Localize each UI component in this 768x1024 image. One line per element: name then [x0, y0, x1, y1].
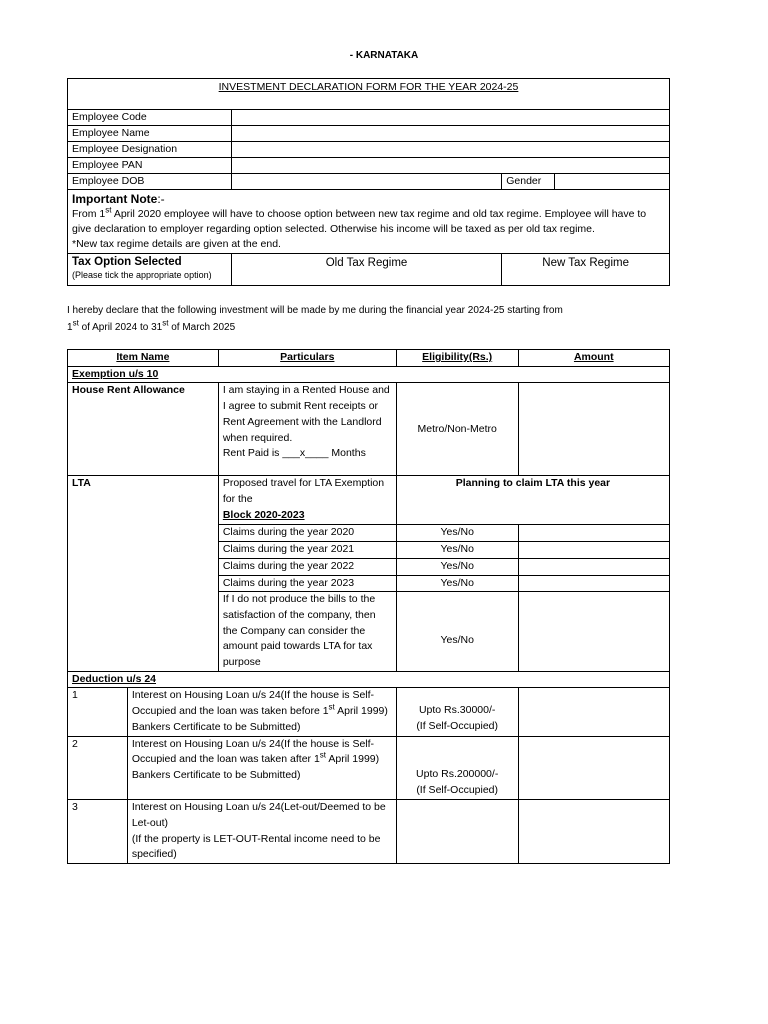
employee-designation-input[interactable]: [231, 142, 669, 158]
header-item-name: Item Name: [68, 350, 219, 367]
tax-option-hint: (Please tick the appropriate option): [72, 270, 212, 280]
lta-claim-amount-input[interactable]: [518, 525, 669, 542]
lta-claim-amount-input[interactable]: [518, 542, 669, 559]
page-header: - KARNATAKA: [349, 50, 419, 61]
header-amount: Amount: [518, 350, 669, 367]
deduction-eligibility: [396, 800, 518, 864]
lta-block: Block 2020-2023: [222, 508, 305, 521]
lta-bills-value[interactable]: Yes/No: [396, 592, 518, 672]
deduction-eligibility: Upto Rs.30000/- (If Self-Occupied): [396, 688, 518, 736]
note-line-2: give declaration to employer regarding option selected. Otherwise his income will be taxed as per old tax regime.: [72, 223, 595, 235]
lta-claim-label: Claims during the year 2022: [218, 558, 396, 575]
lta-claim-value[interactable]: Yes/No: [396, 525, 518, 542]
deduction-amount-input[interactable]: [518, 736, 669, 800]
hra-particulars: I am staying in a Rented House and I agree to submit Rent receipts or Rent Agreement with the Landlord when required. Rent Paid is ___x____ Months: [218, 383, 396, 476]
deduction-number: 3: [68, 800, 128, 864]
lta-bills-particulars: If I do not produce the bills to the satisfaction of the company, then the Company can consider the amount paid towards LTA for tax purpose: [218, 592, 396, 672]
deduction-amount-input[interactable]: [518, 688, 669, 736]
lta-claim-value[interactable]: Yes/No: [396, 575, 518, 592]
deduction-amount-input[interactable]: [518, 800, 669, 864]
lta-claim-value[interactable]: Yes/No: [396, 558, 518, 575]
hra-item-name: House Rent Allowance: [68, 383, 219, 476]
declaration-text: [67, 302, 563, 336]
header-particulars: Particulars: [218, 350, 396, 367]
field-label-code: Employee Code: [68, 110, 232, 126]
investment-table: [67, 349, 670, 864]
deduction-number: 2: [68, 736, 128, 800]
important-note: Important Note:- From 1st April 2020 employee will have to choose option between new tax regime and old tax regime. Employee will have to give declaration to employer regarding option selected. Otherwise his income will be taxed as per old tax regime. *New tax regime details are given at the end.: [68, 190, 670, 254]
form-title: INVESTMENT DECLARATION FORM FOR THE YEAR 2024-25: [68, 79, 670, 110]
lta-claim-amount-input[interactable]: [518, 558, 669, 575]
gender-label: Gender: [502, 174, 555, 190]
employee-name-input[interactable]: [231, 126, 669, 142]
field-label-pan: Employee PAN: [68, 158, 232, 174]
field-label-designation: Employee Designation: [68, 142, 232, 158]
section-deduction: Deduction u/s 24: [68, 671, 670, 688]
header-eligibility: Eligibility(Rs.): [396, 350, 518, 367]
important-note-title: Important Note: [72, 192, 158, 206]
deduction-particulars: Interest on Housing Loan u/s 24(If the house is Self- Occupied and the loan was taken after 1st April 1999) Bankers Certificate to be Submitted): [127, 736, 396, 800]
employee-dob-input[interactable]: [231, 174, 501, 190]
field-label-name: Employee Name: [68, 126, 232, 142]
deduction-particulars: Interest on Housing Loan u/s 24(Let-out/Deemed to be Let-out) (If the property is LET-OUT-Rental income need to be specified): [127, 800, 396, 864]
tax-option-cell: [68, 254, 232, 286]
lta-bills-amount-input[interactable]: [518, 592, 669, 672]
employee-code-input[interactable]: [231, 110, 669, 126]
declaration-line-2: 1st of April 2024 to 31st of March 2025: [67, 318, 236, 333]
tax-option-title: Tax Option Selected: [72, 256, 182, 268]
declaration-line-1: I hereby declare that the following investment will be made by me during the financial year 2024-25 starting from: [67, 305, 563, 316]
gender-input[interactable]: [555, 174, 670, 190]
deduction-particulars: Interest on Housing Loan u/s 24(If the house is Self- Occupied and the loan was taken before 1st April 1999) Bankers Certificate to be Submitted): [127, 688, 396, 736]
hra-eligibility: Metro/Non-Metro: [396, 383, 518, 476]
lta-item-name: LTA: [68, 476, 219, 671]
note-line-3: *New tax regime details are given at the end.: [72, 238, 281, 250]
lta-particulars: Proposed travel for LTA Exemption for the Block 2020-2023: [218, 476, 396, 525]
employee-pan-input[interactable]: [231, 158, 669, 174]
hra-amount-input[interactable]: [518, 383, 669, 476]
lta-claim-amount-input[interactable]: [518, 575, 669, 592]
deduction-number: 1: [68, 688, 128, 736]
employee-details-table: [67, 78, 670, 286]
lta-claim-value[interactable]: Yes/No: [396, 542, 518, 559]
field-label-dob: Employee DOB: [68, 174, 232, 190]
old-tax-regime-option[interactable]: Old Tax Regime: [231, 254, 501, 286]
section-exemption: Exemption u/s 10: [68, 366, 670, 383]
lta-claim-label: Claims during the year 2021: [218, 542, 396, 559]
note-line-1: From 1st April 2020 employee will have to choose option between new tax regime and old tax regime. Employee will have to: [72, 205, 647, 220]
new-tax-regime-option[interactable]: New Tax Regime: [502, 254, 670, 286]
lta-planning: Planning to claim LTA this year: [396, 476, 669, 525]
lta-claim-label: Claims during the year 2023: [218, 575, 396, 592]
deduction-eligibility: Upto Rs.200000/- (If Self-Occupied): [396, 736, 518, 800]
lta-claim-label: Claims during the year 2020: [218, 525, 396, 542]
